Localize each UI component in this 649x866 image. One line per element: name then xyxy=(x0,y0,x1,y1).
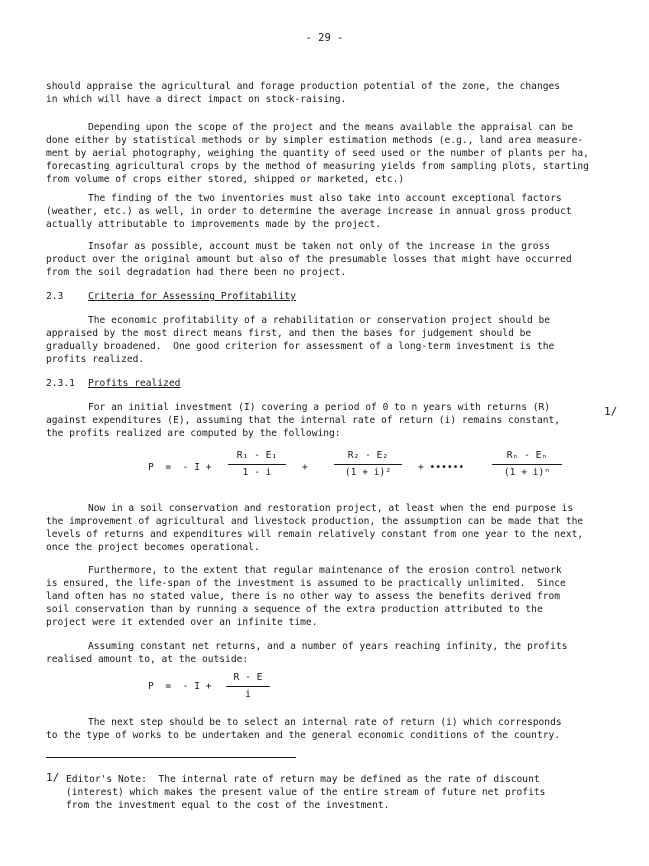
text-line: the improvement of agricultural and livestock production, the assumption can be made that the xyxy=(46,516,584,527)
section-heading: Criteria for Assessing Profitability xyxy=(88,291,296,302)
footnote-marker: 1/ xyxy=(46,771,60,784)
text-line: The economic profitability of a rehabilitation or conservation project should be xyxy=(88,315,551,326)
text-line: Depending upon the scope of the project and the means available the appraisal can be xyxy=(88,122,574,133)
text-line: project were it extended over an infinite time. xyxy=(46,617,318,628)
page-number: - 29 - xyxy=(305,32,344,44)
text-line: profits realized. xyxy=(46,354,145,365)
text-line: product over the original amount but also of the presumable losses that might have occurred xyxy=(46,254,572,265)
fraction-numerator: R₂ - E₂ xyxy=(347,450,389,461)
text-line: done either by statistical methods or by simpler estimation methods (e.g., land area measure- xyxy=(46,135,584,146)
text-line: ment by aerial photography, weighing the quantity of seed used or the number of plants per ha, xyxy=(46,148,589,159)
text-line: should appraise the agricultural and forage production potential of the zone, the changes xyxy=(46,81,561,92)
text-line: gradually broadened. One good criterion for assessment of a long-term investment is the xyxy=(46,341,555,352)
fraction-denominator: i xyxy=(245,689,251,700)
fraction-denominator: (1 + i)ⁿ xyxy=(503,467,551,478)
text-line: (weather, etc.) as well, in order to determine the average increase in annual gross product xyxy=(46,206,572,217)
fraction-numerator: R - E xyxy=(233,672,263,683)
text-line: to the type of works to be undertaken and the general economic conditions of the country. xyxy=(46,730,561,741)
text-line: is ensured, the life-span of the investment is assumed to be practically unlimited. Since xyxy=(46,578,566,589)
plus-sign: + xyxy=(302,462,308,473)
text-line: actually attributable to improvements made by the project. xyxy=(46,219,382,230)
fraction-term-2 xyxy=(334,450,402,479)
equation-lhs: P = - I + xyxy=(148,681,212,692)
ellipsis-plus: + •••••• xyxy=(418,462,465,473)
footnote-line: from the investment equal to the cost of the investment. xyxy=(66,800,390,811)
text-line: The finding of the two inventories must also take into account exceptional factors xyxy=(88,193,562,204)
fraction-term-1 xyxy=(228,450,286,479)
text-line: levels of returns and expenditures will remain relatively constant from one year to the next, xyxy=(46,529,584,540)
fraction-denominator: 1 - i xyxy=(242,467,272,478)
fraction-numerator: Rₙ - Eₙ xyxy=(506,450,548,461)
text-line: land often has no stated value, there is no other way to assess the benefits derived from xyxy=(46,591,561,602)
text-line: forecasting agricultural crops by the method of measuring yields from sampling plots, starting xyxy=(46,161,589,172)
text-line: Now in a soil conservation and restoration project, at least when the end purpose is xyxy=(88,503,574,514)
fraction-bar xyxy=(492,464,562,465)
fraction-bar xyxy=(334,464,402,465)
fraction-numerator: R₁ - E₁ xyxy=(236,450,278,461)
text-line: realised amount to, at the outside: xyxy=(46,654,249,665)
subsection-number: 2.3.1 xyxy=(46,378,75,389)
text-line: Insofar as possible, account must be taken not only of the increase in the gross xyxy=(88,241,551,252)
text-line: Furthermore, to the extent that regular maintenance of the erosion control network xyxy=(88,565,562,576)
fraction-bar xyxy=(226,686,270,687)
text-line: from volume of crops either stored, shipped or marketed, etc.) xyxy=(46,174,405,185)
text-line: For an initial investment (I) covering a period of 0 to n years with returns (R) xyxy=(88,402,551,413)
fraction-denominator: (1 + i)² xyxy=(344,467,392,478)
text-line: the profits realized are computed by the following: xyxy=(46,428,341,439)
text-line: appraised by the most direct means first, and then the bases for judgement should be xyxy=(46,328,532,339)
text-line: from the soil degradation had there been no project. xyxy=(46,267,347,278)
footnote-line: Editor's Note: The internal rate of return may be defined as the rate of discount xyxy=(66,774,540,785)
footnote-divider xyxy=(46,757,296,758)
footnote-line: (interest) which makes the present value of the entire stream of future net profits xyxy=(66,787,546,798)
section-number: 2.3 xyxy=(46,291,64,302)
text-line: soil conservation than by running a sequence of the extra production attributed to the xyxy=(46,604,543,615)
text-line: in which will have a direct impact on stock-raising. xyxy=(46,94,347,105)
equation-lhs: P = - I + xyxy=(148,462,212,473)
text-line: once the project becomes operational. xyxy=(46,542,260,553)
subsection-heading: Profits realized xyxy=(88,378,181,389)
fraction-profits xyxy=(226,672,270,701)
footnote-reference: 1/ xyxy=(604,405,618,418)
text-line: Assuming constant net returns, and a number of years reaching infinity, the profits xyxy=(88,641,568,652)
text-line: against expenditures (E), assuming that the internal rate of return (i) remains constant, xyxy=(46,415,561,426)
fraction-term-n xyxy=(492,450,562,479)
fraction-bar xyxy=(228,464,286,465)
text-line: The next step should be to select an internal rate of return (i) which corresponds xyxy=(88,717,562,728)
